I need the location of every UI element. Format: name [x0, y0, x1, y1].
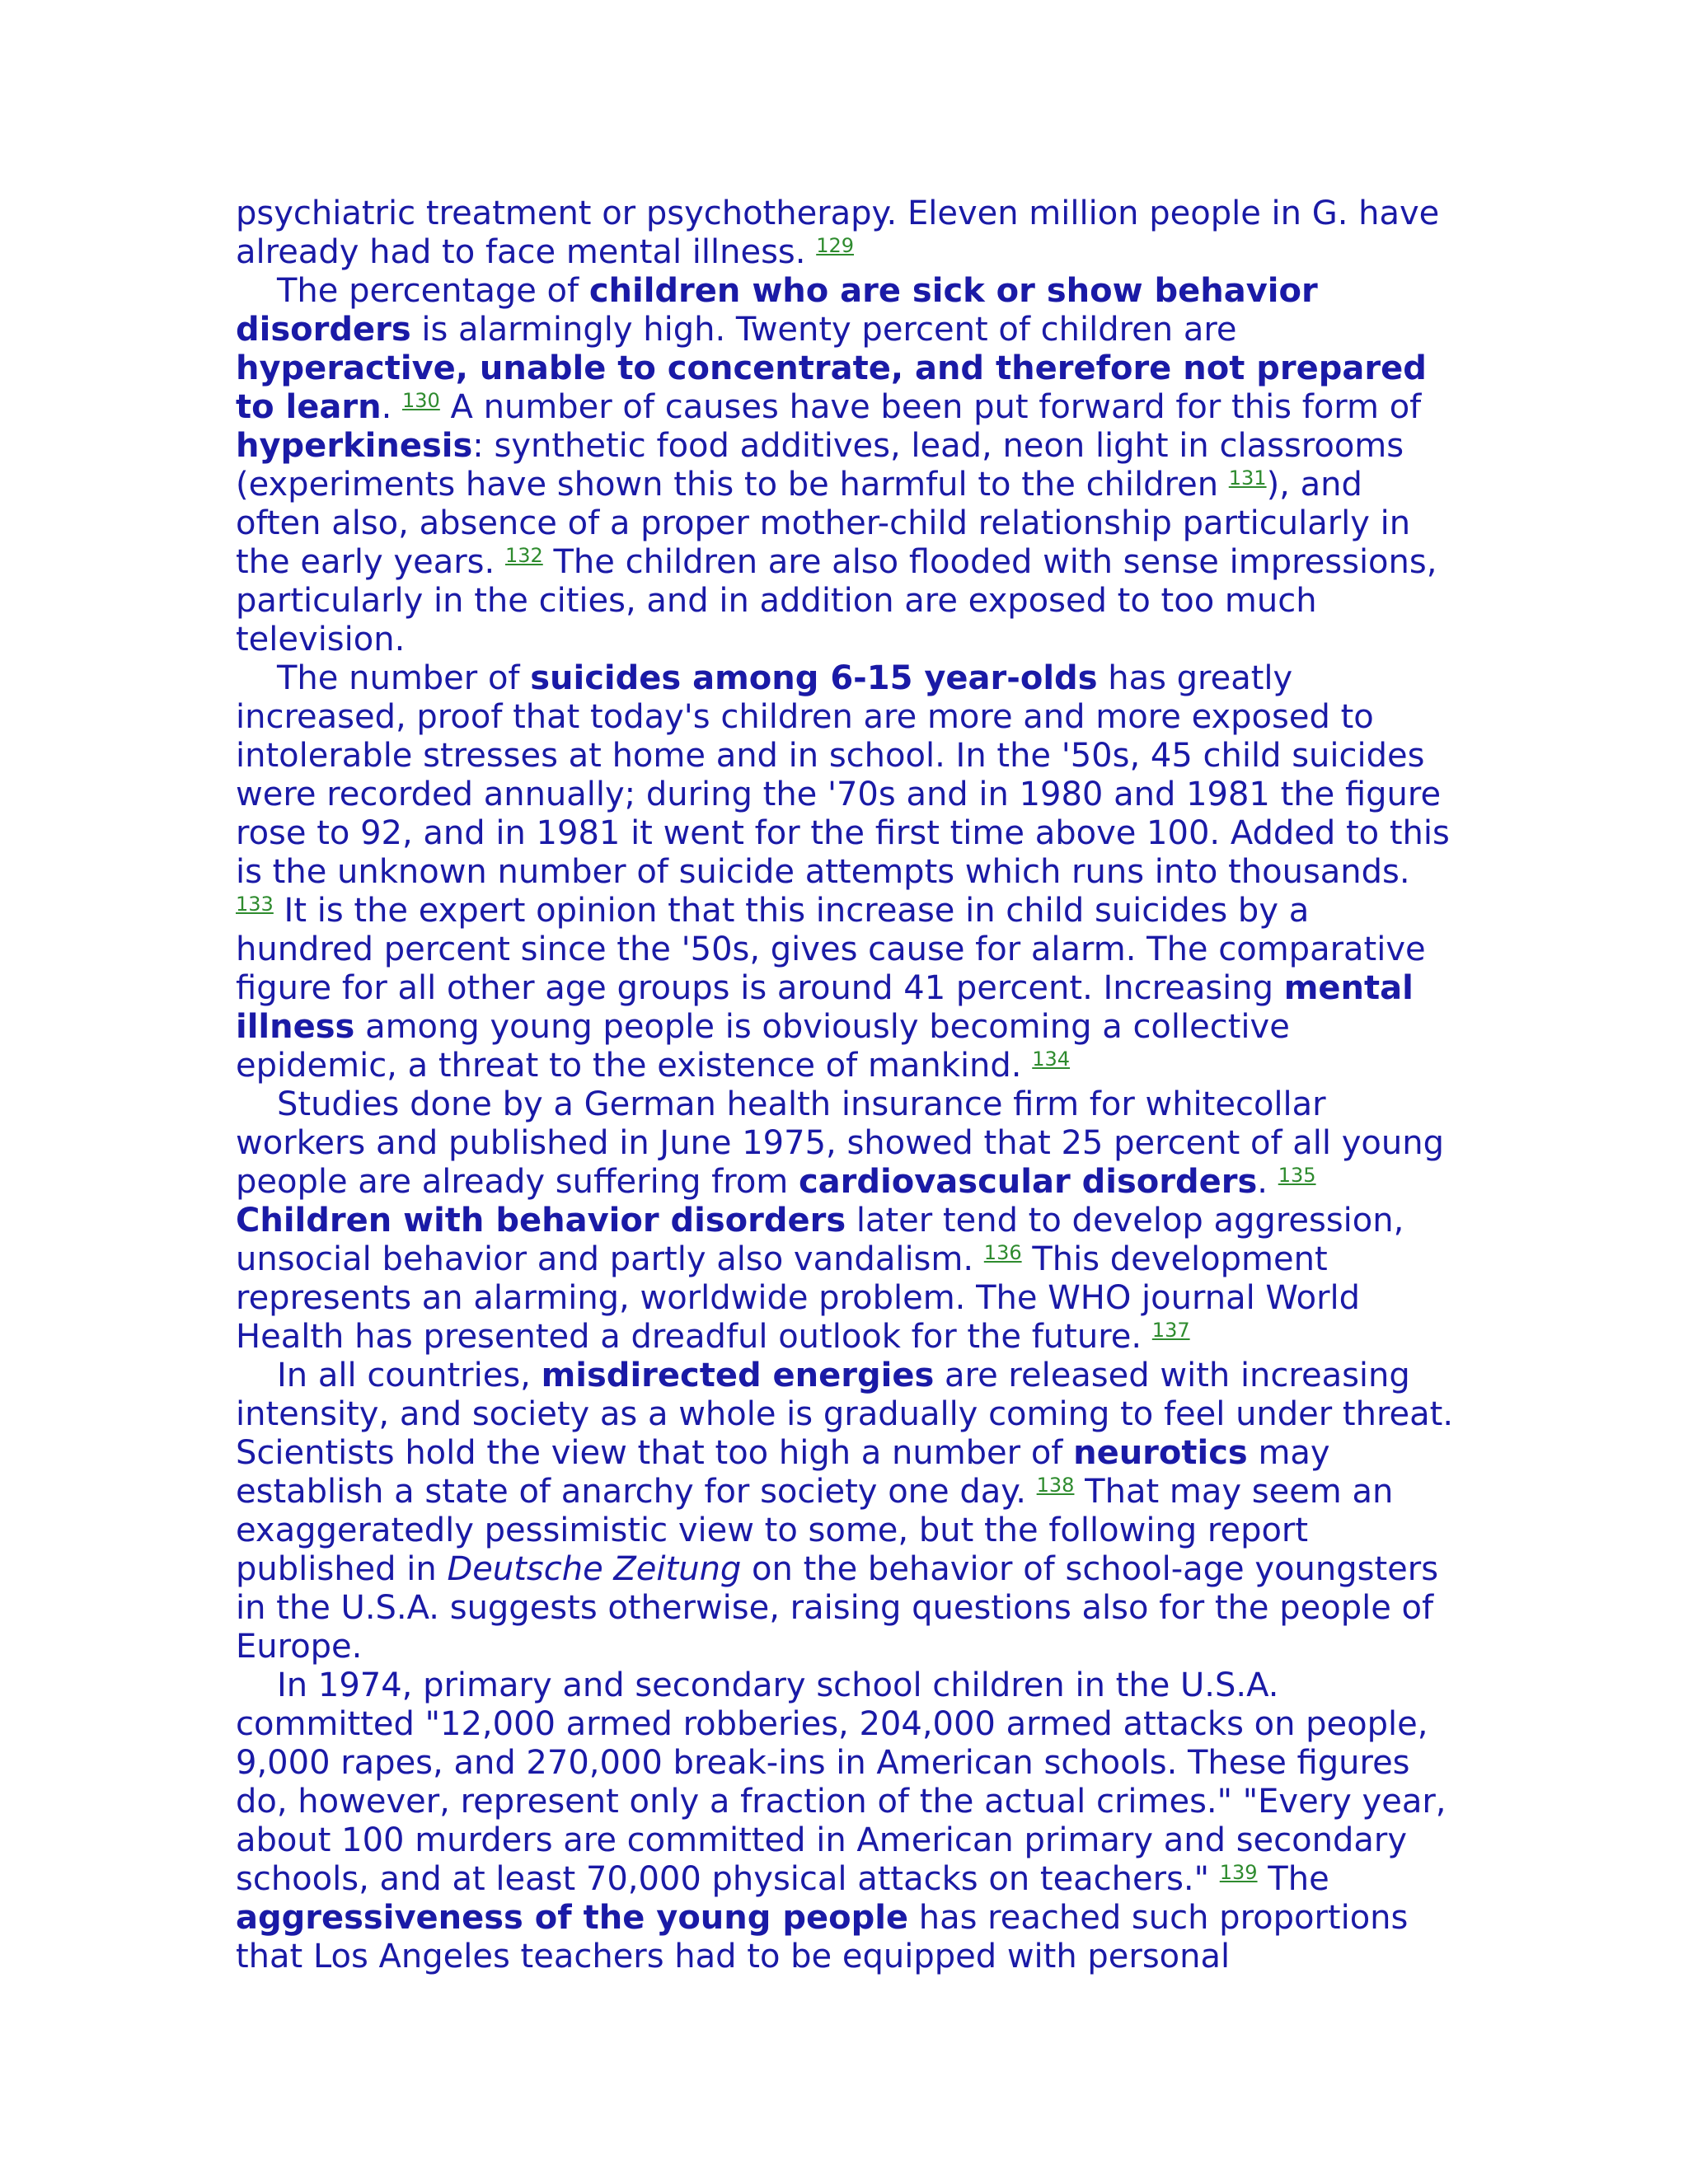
footnote-ref-137[interactable]: 137	[1151, 1319, 1190, 1342]
document-page	[236, 194, 1456, 1976]
italic-title: Deutsche Zeitung	[447, 1550, 742, 1588]
text-run: : synthetic food additives, lead, neon light in classrooms (experiments have shown this to be harmful to the children	[236, 427, 1404, 504]
text-run: In all countries,	[277, 1357, 542, 1394]
paragraph-4	[236, 1085, 1456, 1357]
bold-phrase: suicides among 6-15 year-olds	[530, 659, 1098, 697]
text-run: Studies done by a German health insurance firm for whitecollar workers and published in June 1975, showed that 25 percent of all young people are already suffering from	[236, 1085, 1444, 1201]
text-run: This development represents an alarming, worldwide problem. The WHO journal World Health has presented a dreadful outlook for the future.	[236, 1240, 1361, 1356]
text-run: .	[1257, 1163, 1278, 1201]
bold-phrase: aggressiveness of the young people	[236, 1899, 909, 1937]
bold-phrase: hyperactive, unable to concentrate, and therefore not prepared to learn	[236, 349, 1427, 426]
text-run: It is the expert opinion that this increase in child suicides by a hundred percent since the '50s, gives cause for alarm. The comparative figure for all other age groups is around 41 percent. Increasing	[236, 892, 1426, 1007]
bold-phrase: cardiovascular disorders	[798, 1163, 1258, 1201]
text-run: is alarmingly high. Twenty percent of children are	[410, 311, 1237, 349]
paragraph-5	[236, 1357, 1456, 1666]
text-run: In 1974, primary and secondary school children in the U.S.A. committed "12,000 armed robberies, 204,000 armed attacks on people, 9,000 rapes, and 270,000 break-ins in American schools. These figures do, however, represent only a fraction of the actual crimes." "Every year, about 100 murders are committed in American primary and secondary schools, and at least 70,000 physical attacks on teachers."	[236, 1666, 1447, 1898]
paragraph-3	[236, 659, 1456, 1085]
bold-phrase: children who are sick or show behavior disorders	[236, 272, 1318, 349]
text-run: ), and often also, absence of a proper mother-child relationship particularly in the early years.	[236, 466, 1411, 581]
bold-phrase: neurotics	[1073, 1434, 1248, 1472]
text-run: .	[381, 388, 402, 426]
footnote-ref-132[interactable]: 132	[504, 544, 543, 567]
text-run: are released with increasing intensity, and society as a whole is gradually coming to feel under threat. Scientists hold the view that too high a number of	[236, 1357, 1454, 1472]
footnote-ref-139[interactable]: 139	[1219, 1861, 1258, 1884]
bold-phrase: mental illness	[236, 969, 1414, 1046]
text-run: among young people is obviously becoming a collective epidemic, a threat to the existence of mankind.	[236, 1008, 1290, 1085]
text-run: The children are also flooded with sense impressions, particularly in the cities, and in addition are exposed to too much television.	[236, 543, 1437, 658]
text-run: That may seem an exaggeratedly pessimistic view to some, but the following report published in	[236, 1473, 1394, 1588]
text-run: has reached such proportions that Los Angeles teachers had to be equipped with personal	[236, 1899, 1409, 1975]
footnote-ref-133[interactable]: 133	[236, 893, 274, 916]
footnote-ref-129[interactable]: 129	[816, 234, 855, 257]
paragraph-6	[236, 1666, 1456, 1976]
bold-phrase: misdirected energies	[541, 1357, 935, 1394]
text-run: psychiatric treatment or psychotherapy. Eleven million people in G. have already had to face mental illness.	[236, 194, 1440, 271]
paragraph-1	[236, 194, 1456, 272]
footnote-ref-134[interactable]: 134	[1032, 1047, 1071, 1071]
text-run: has greatly increased, proof that today's children are more and more exposed to intolerable stresses at home and in school. In the '50s, 45 child suicides were recorded annually; during the '70s and in 1980 and 1981 the figure rose to 92, and in 1981 it went for the first time above 100. Added to this is the unknown number of suicide attempts which runs into thousands.	[236, 659, 1450, 891]
paragraph-2	[236, 272, 1456, 659]
bold-phrase: Children with behavior disorders	[236, 1202, 846, 1240]
bold-phrase: hyperkinesis	[236, 427, 473, 465]
text-run: The number of	[277, 659, 531, 697]
text-run: on the behavior of school-age youngsters in the U.S.A. suggests otherwise, raising questions also for the people of Europe.	[236, 1550, 1439, 1666]
text-run: A number of causes have been put forward for this form of	[439, 388, 1422, 426]
text-run: The percentage of	[277, 272, 589, 310]
footnote-ref-136[interactable]: 136	[983, 1241, 1022, 1264]
footnote-ref-135[interactable]: 135	[1278, 1164, 1316, 1187]
footnote-ref-131[interactable]: 131	[1228, 466, 1267, 490]
text-run: later tend to develop aggression, unsocial behavior and partly also vandalism.	[236, 1202, 1404, 1278]
text-run: The	[1257, 1860, 1329, 1898]
footnote-ref-138[interactable]: 138	[1036, 1474, 1075, 1497]
text-run: may establish a state of anarchy for society one day.	[236, 1434, 1330, 1511]
footnote-ref-130[interactable]: 130	[402, 389, 440, 412]
